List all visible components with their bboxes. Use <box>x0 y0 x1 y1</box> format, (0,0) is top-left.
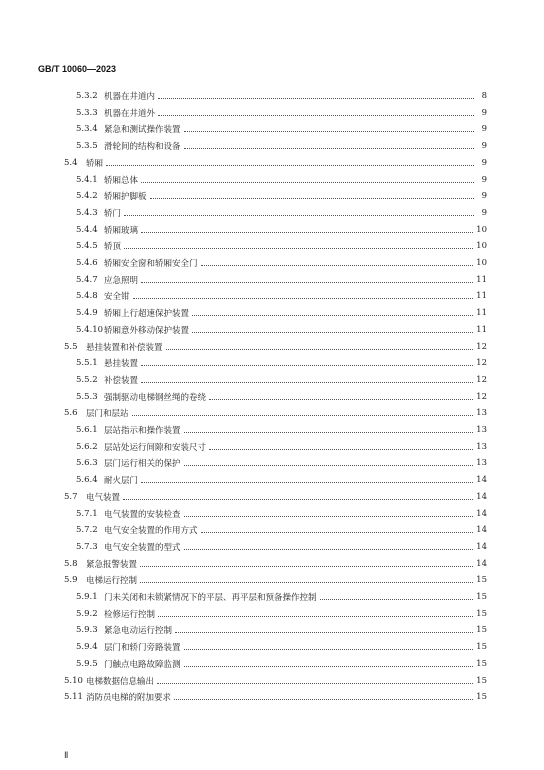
toc-entry[interactable] <box>76 455 487 471</box>
toc-leader-dots <box>184 665 474 667</box>
toc-leader-dots <box>166 348 474 350</box>
toc-entry[interactable] <box>76 255 487 271</box>
toc-entry[interactable] <box>76 172 487 188</box>
toc-entry-page: 14 <box>476 541 487 552</box>
toc-leader-dots <box>184 548 474 550</box>
toc-entry[interactable] <box>76 439 487 455</box>
toc-entry-title: 机器在井道外 <box>104 108 156 119</box>
toc-entry[interactable] <box>76 656 487 672</box>
toc-entry[interactable] <box>76 539 487 555</box>
toc-entry-page: 10 <box>476 241 487 252</box>
toc-entry[interactable] <box>76 355 487 371</box>
toc-entry-number: 5.4.6 <box>76 258 98 268</box>
toc-entry-number: 5.4.9 <box>76 308 98 319</box>
toc-leader-dots <box>209 448 473 450</box>
toc-entry[interactable] <box>76 522 487 538</box>
toc-entry-number: 5.7 <box>64 491 78 502</box>
toc-entry-page: 15 <box>476 608 487 619</box>
toc-entry-page: 15 <box>476 692 487 703</box>
toc-entry[interactable] <box>76 389 487 405</box>
toc-entry-number: 5.6.1 <box>76 425 98 435</box>
toc-entry-title: 紧急电动运行控制 <box>104 626 173 637</box>
toc-entry-number: 5.6 <box>64 408 78 419</box>
toc-entry-title: 轿厢意外移动保护装置 <box>104 325 190 336</box>
toc-entry-page: 14 <box>476 525 487 536</box>
toc-entry-page: 9 <box>481 174 487 185</box>
toc-entry-page: 15 <box>476 592 487 602</box>
toc-entry-number: 5.9.3 <box>76 625 98 636</box>
toc-entry[interactable] <box>76 622 487 638</box>
toc-leader-dots <box>184 515 474 517</box>
toc-entry-number: 5.9.1 <box>76 592 98 602</box>
toc-entry-number: 5.3.5 <box>76 141 98 152</box>
toc-leader-dots <box>201 264 474 266</box>
toc-entry[interactable] <box>76 238 487 254</box>
toc-entry-title: 轿顶 <box>104 242 122 253</box>
toc-entry-page: 9 <box>481 124 487 135</box>
toc-entry-number: 5.5.2 <box>76 374 98 385</box>
toc-entry[interactable] <box>76 506 487 522</box>
toc-leader-dots <box>124 214 474 216</box>
toc-leader-dots <box>320 598 474 600</box>
toc-entry[interactable] <box>76 606 487 622</box>
toc-leader-dots <box>150 197 474 199</box>
toc-entry[interactable] <box>76 639 487 655</box>
toc-entry-page: 11 <box>476 291 487 302</box>
toc-entry-title: 层门和轿门旁路装置 <box>104 643 181 654</box>
toc-leader-dots <box>158 114 474 116</box>
toc-entry-title: 检修运行控制 <box>104 609 156 620</box>
toc-entry[interactable] <box>76 105 487 121</box>
toc-entry-title: 层站指示和操作装置 <box>104 426 181 436</box>
toc-entry-title: 轿厢玻璃 <box>104 225 139 236</box>
toc-entry-page: 14 <box>476 508 487 519</box>
toc-entry[interactable] <box>76 372 487 388</box>
toc-leader-dots <box>192 331 473 333</box>
toc-entry-number: 5.8 <box>64 558 78 569</box>
toc-entry-page: 9 <box>481 207 487 218</box>
toc-leader-dots <box>106 164 474 166</box>
toc-entry-title: 电梯数据信息输出 <box>86 676 155 687</box>
toc-entry[interactable] <box>76 288 487 304</box>
toc-entry-title: 悬挂装置 <box>104 359 139 370</box>
toc-entry[interactable] <box>76 138 487 154</box>
page-number-footer: Ⅱ <box>64 750 69 760</box>
toc-entry-title: 门未关闭和未锁紧情况下的平层、再平层和预备操作控制 <box>104 593 317 603</box>
toc-entry[interactable] <box>64 689 487 705</box>
toc-entry-page: 15 <box>476 675 487 686</box>
toc-entry[interactable] <box>64 673 487 689</box>
toc-entry-page: 10 <box>476 258 487 268</box>
toc-entry-page: 10 <box>476 224 487 235</box>
toc-entry-page: 14 <box>476 491 487 502</box>
toc-entry-page: 9 <box>481 157 487 168</box>
toc-entry-title: 轿门 <box>104 208 122 219</box>
toc-entry-number: 5.9.4 <box>76 642 98 653</box>
toc-leader-dots <box>158 615 473 617</box>
toc-entry-title: 轿厢 <box>86 158 104 169</box>
toc-entry-number: 5.5.1 <box>76 358 98 369</box>
toc-entry-title: 轿厢护脚板 <box>104 192 147 203</box>
toc-entry[interactable] <box>76 589 487 605</box>
toc-entry-number: 5.4.7 <box>76 274 98 285</box>
toc-leader-dots <box>184 130 474 132</box>
toc-entry-number: 5.4.2 <box>76 191 98 202</box>
toc-entry-number: 5.4.10 <box>76 324 104 335</box>
toc-leader-dots <box>132 414 474 416</box>
toc-entry-title: 层门和层站 <box>86 409 129 420</box>
toc-entry[interactable] <box>76 121 487 137</box>
toc-entry-title: 轿厢安全窗和轿厢安全门 <box>104 259 198 269</box>
toc-entry-title: 耐火层门 <box>104 476 139 487</box>
toc-entry-page: 14 <box>476 475 487 486</box>
toc-entry-number: 5.3.3 <box>76 107 98 118</box>
toc-entry-number: 5.6.4 <box>76 475 98 486</box>
toc-entry-page: 11 <box>476 274 487 285</box>
toc-entry-number: 5.4.1 <box>76 174 98 185</box>
toc-leader-dots <box>133 297 474 299</box>
toc-leader-dots <box>141 381 473 383</box>
toc-entry-number: 5.6.3 <box>76 458 98 469</box>
toc-leader-dots <box>157 682 473 684</box>
toc-entry-number: 5.7.3 <box>76 541 98 552</box>
toc-entry-number: 5.9.5 <box>76 658 98 669</box>
toc-entry-number: 5.5 <box>64 341 78 352</box>
toc-entry-page: 14 <box>476 558 487 569</box>
toc-entry-title: 紧急和测试操作装置 <box>104 125 181 136</box>
toc-entry-page: 13 <box>476 441 487 452</box>
toc-entry-number: 5.9 <box>64 575 78 586</box>
toc-entry-page: 15 <box>476 575 487 586</box>
toc-leader-dots <box>174 698 473 700</box>
toc-entry-number: 5.7.2 <box>76 525 98 536</box>
toc-entry-number: 5.4.5 <box>76 241 98 252</box>
toc-leader-dots <box>201 531 474 533</box>
toc-entry-page: 9 <box>481 191 487 202</box>
toc-leader-dots <box>140 581 473 583</box>
toc-leader-dots <box>141 364 473 366</box>
toc-entry-number: 5.4.3 <box>76 207 98 218</box>
toc-entry-page: 8 <box>481 91 487 101</box>
toc-entry-number: 5.3.4 <box>76 124 98 135</box>
toc-leader-dots <box>158 97 474 99</box>
toc-entry-number: 5.7.1 <box>76 508 98 519</box>
toc-entry[interactable] <box>76 205 487 221</box>
toc-entry-page: 13 <box>476 458 487 469</box>
toc-entry-page: 15 <box>476 658 487 669</box>
toc-entry-page: 15 <box>476 625 487 636</box>
toc-leader-dots <box>184 147 474 149</box>
toc-entry-page: 9 <box>481 141 487 152</box>
toc-entry-title: 悬挂装置和补偿装置 <box>86 342 163 353</box>
toc-entry-number: 5.4 <box>64 157 78 168</box>
toc-leader-dots <box>209 398 473 400</box>
toc-entry-page: 13 <box>476 425 487 435</box>
toc-entry-title: 电梯运行控制 <box>86 576 138 587</box>
toc-entry-title: 消防员电梯的附加要求 <box>86 693 172 704</box>
toc-entry-number: 5.3.2 <box>76 91 98 101</box>
toc-entry[interactable] <box>64 339 487 355</box>
toc-entry-page: 11 <box>476 324 487 335</box>
toc-entry-title: 强制驱动电梯钢丝绳的卷绕 <box>104 392 207 403</box>
toc-entry-page: 12 <box>476 374 487 385</box>
toc-leader-dots <box>192 314 473 316</box>
toc-entry-page: 11 <box>476 308 487 319</box>
toc-leader-dots <box>141 481 473 483</box>
toc-entry-title: 轿厢总体 <box>104 175 139 186</box>
toc-entry-title: 紧急报警装置 <box>86 559 138 570</box>
toc-leader-dots <box>141 281 473 283</box>
toc-entry[interactable] <box>76 305 487 321</box>
toc-entry-page: 12 <box>476 391 487 402</box>
toc-leader-dots <box>175 631 473 633</box>
toc-entry[interactable] <box>64 556 487 572</box>
toc-entry[interactable] <box>76 222 487 238</box>
toc-entry-title: 轿厢上行超速保护装置 <box>104 309 190 320</box>
toc-entry[interactable] <box>64 405 487 421</box>
toc-entry[interactable] <box>76 188 487 204</box>
toc-entry-number: 5.5.3 <box>76 391 98 402</box>
toc-entry-title: 应急照明 <box>104 275 139 286</box>
toc-leader-dots <box>184 464 474 466</box>
standard-code-header: GB/T 10060—2023 <box>38 64 117 74</box>
toc-entry[interactable] <box>76 472 487 488</box>
toc-entry-page: 9 <box>481 107 487 118</box>
toc-entry-page: 12 <box>476 341 487 352</box>
toc-entry-number: 5.4.4 <box>76 224 98 235</box>
toc-entry-title: 层门运行相关的保护 <box>104 459 181 470</box>
toc-entry[interactable] <box>64 572 487 588</box>
toc-entry-title: 安全钳 <box>104 292 130 303</box>
toc-leader-dots <box>141 231 473 233</box>
toc-entry[interactable] <box>76 422 487 438</box>
toc-leader-dots <box>124 247 473 249</box>
toc-entry-title: 电气装置的安装检查 <box>104 509 181 520</box>
toc-entry-title: 电气安全装置的型式 <box>104 542 181 553</box>
toc-entry-title: 补偿装置 <box>104 375 139 386</box>
toc-entry-page: 15 <box>476 642 487 653</box>
toc-entry[interactable] <box>64 155 487 171</box>
toc-entry-title: 机器在井道内 <box>104 92 156 102</box>
toc-leader-dots <box>141 181 474 183</box>
toc-leader-dots <box>184 431 474 433</box>
toc-entry-page: 12 <box>476 358 487 369</box>
toc-entry-number: 5.9.2 <box>76 608 98 619</box>
toc-entry-number: 5.6.2 <box>76 441 98 452</box>
toc-entry[interactable] <box>76 88 487 104</box>
toc-entry-page: 13 <box>476 408 487 419</box>
toc-leader-dots <box>140 565 473 567</box>
toc-entry-title: 滑轮间的结构和设备 <box>104 142 181 153</box>
toc-entry[interactable] <box>64 489 487 505</box>
toc-entry[interactable] <box>76 322 487 338</box>
toc-entry-title: 电气装置 <box>86 492 121 503</box>
toc-entry-title: 电气安全装置的作用方式 <box>104 526 198 537</box>
toc-entry-number: 5.10 <box>64 675 83 686</box>
toc-entry-number: 5.11 <box>64 692 83 703</box>
toc-entry-number: 5.4.8 <box>76 291 98 302</box>
toc-leader-dots <box>123 498 473 500</box>
toc-leader-dots <box>184 648 474 650</box>
toc-entry[interactable] <box>76 272 487 288</box>
toc-entry-title: 门触点电路故障监测 <box>104 659 181 670</box>
toc-entry-title: 层站处运行间隙和安装尺寸 <box>104 442 207 453</box>
